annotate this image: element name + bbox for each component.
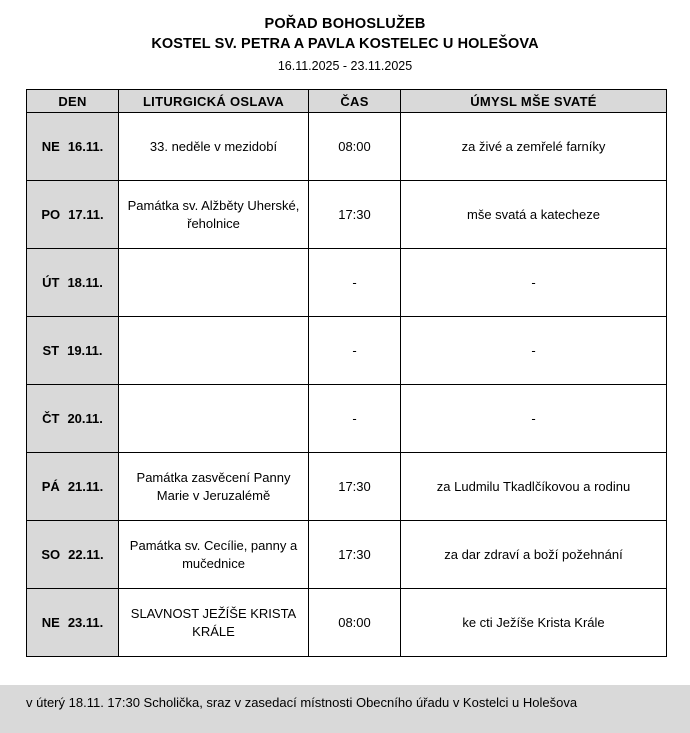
feast-cell — [119, 317, 309, 385]
day-cell — [27, 385, 119, 453]
footer-note: v úterý 18.11. 17:30 Scholička, sraz v zasedací místnosti Obecního úřadu v Kostelci u Holešova — [0, 685, 690, 733]
schedule-table — [26, 89, 667, 657]
column-header-day: DEN — [27, 90, 119, 113]
time-cell: 08:00 — [309, 589, 401, 657]
day-date: 18.11. — [67, 274, 103, 290]
table-row — [27, 113, 667, 181]
intention-cell: - — [401, 317, 667, 385]
day-name: PO — [41, 206, 61, 222]
intention-cell: za Ludmilu Tkadlčíkovou a rodinu — [401, 453, 667, 521]
day-cell — [27, 249, 119, 317]
time-cell: 17:30 — [309, 181, 401, 249]
time-cell: 17:30 — [309, 521, 401, 589]
column-header-time: ČAS — [309, 90, 401, 113]
day-date: 16.11. — [67, 138, 104, 154]
intention-cell: mše svatá a katecheze — [401, 181, 667, 249]
table-row — [27, 385, 667, 453]
intention-cell: - — [401, 385, 667, 453]
day-cell — [27, 181, 119, 249]
intention-cell: ke cti Ježíše Krista Krále — [401, 589, 667, 657]
intention-cell: - — [401, 249, 667, 317]
feast-cell: Památka zasvěcení Panny Marie v Jeruzalémě — [119, 453, 309, 521]
day-name: PÁ — [41, 478, 60, 494]
time-cell: - — [309, 249, 401, 317]
day-date: 17.11. — [68, 206, 104, 222]
feast-cell: Památka sv. Cecílie, panny a mučednice — [119, 521, 309, 589]
column-header-intention: ÚMYSL MŠE SVATÉ — [401, 90, 667, 113]
feast-cell — [119, 385, 309, 453]
table-row — [27, 317, 667, 385]
day-date: 23.11. — [67, 614, 104, 630]
table-row — [27, 453, 667, 521]
page-subtitle: KOSTEL SV. PETRA A PAVLA KOSTELEC U HOLEŠOVA — [151, 36, 539, 52]
feast-cell — [119, 249, 309, 317]
time-cell: 08:00 — [309, 113, 401, 181]
intention-cell: za živé a zemřelé farníky — [401, 113, 667, 181]
table-row — [27, 249, 667, 317]
day-name: NE — [41, 138, 60, 154]
feast-cell: Památka sv. Alžběty Uherské, řeholnice — [119, 181, 309, 249]
day-date: 19.11. — [67, 342, 103, 358]
page-title: POŘAD BOHOSLUŽEB — [264, 16, 426, 32]
day-name: NE — [41, 614, 60, 630]
day-cell — [27, 113, 119, 181]
feast-cell: SLAVNOST JEŽÍŠE KRISTA KRÁLE — [119, 589, 309, 657]
time-cell: - — [309, 317, 401, 385]
day-name: ČT — [42, 410, 60, 426]
table-row — [27, 589, 667, 657]
column-header-feast: LITURGICKÁ OSLAVA — [119, 90, 309, 113]
day-date: 22.11. — [68, 546, 104, 562]
feast-cell: 33. neděle v mezidobí — [119, 113, 309, 181]
day-cell — [27, 317, 119, 385]
time-cell: - — [309, 385, 401, 453]
table-row — [27, 181, 667, 249]
table-row — [27, 521, 667, 589]
day-name: ÚT — [42, 274, 60, 290]
day-date: 20.11. — [67, 410, 103, 426]
table-header-row — [27, 90, 667, 113]
document-header — [0, 0, 690, 77]
day-name: ST — [42, 342, 60, 358]
time-cell: 17:30 — [309, 453, 401, 521]
intention-cell: za dar zdraví a boží požehnání — [401, 521, 667, 589]
day-date: 21.11. — [67, 478, 104, 494]
schedule-table-wrapper — [26, 89, 666, 657]
day-cell — [27, 521, 119, 589]
day-cell — [27, 589, 119, 657]
day-name: SO — [41, 546, 61, 562]
day-cell — [27, 453, 119, 521]
date-range: 16.11.2025 - 23.11.2025 — [277, 59, 413, 73]
